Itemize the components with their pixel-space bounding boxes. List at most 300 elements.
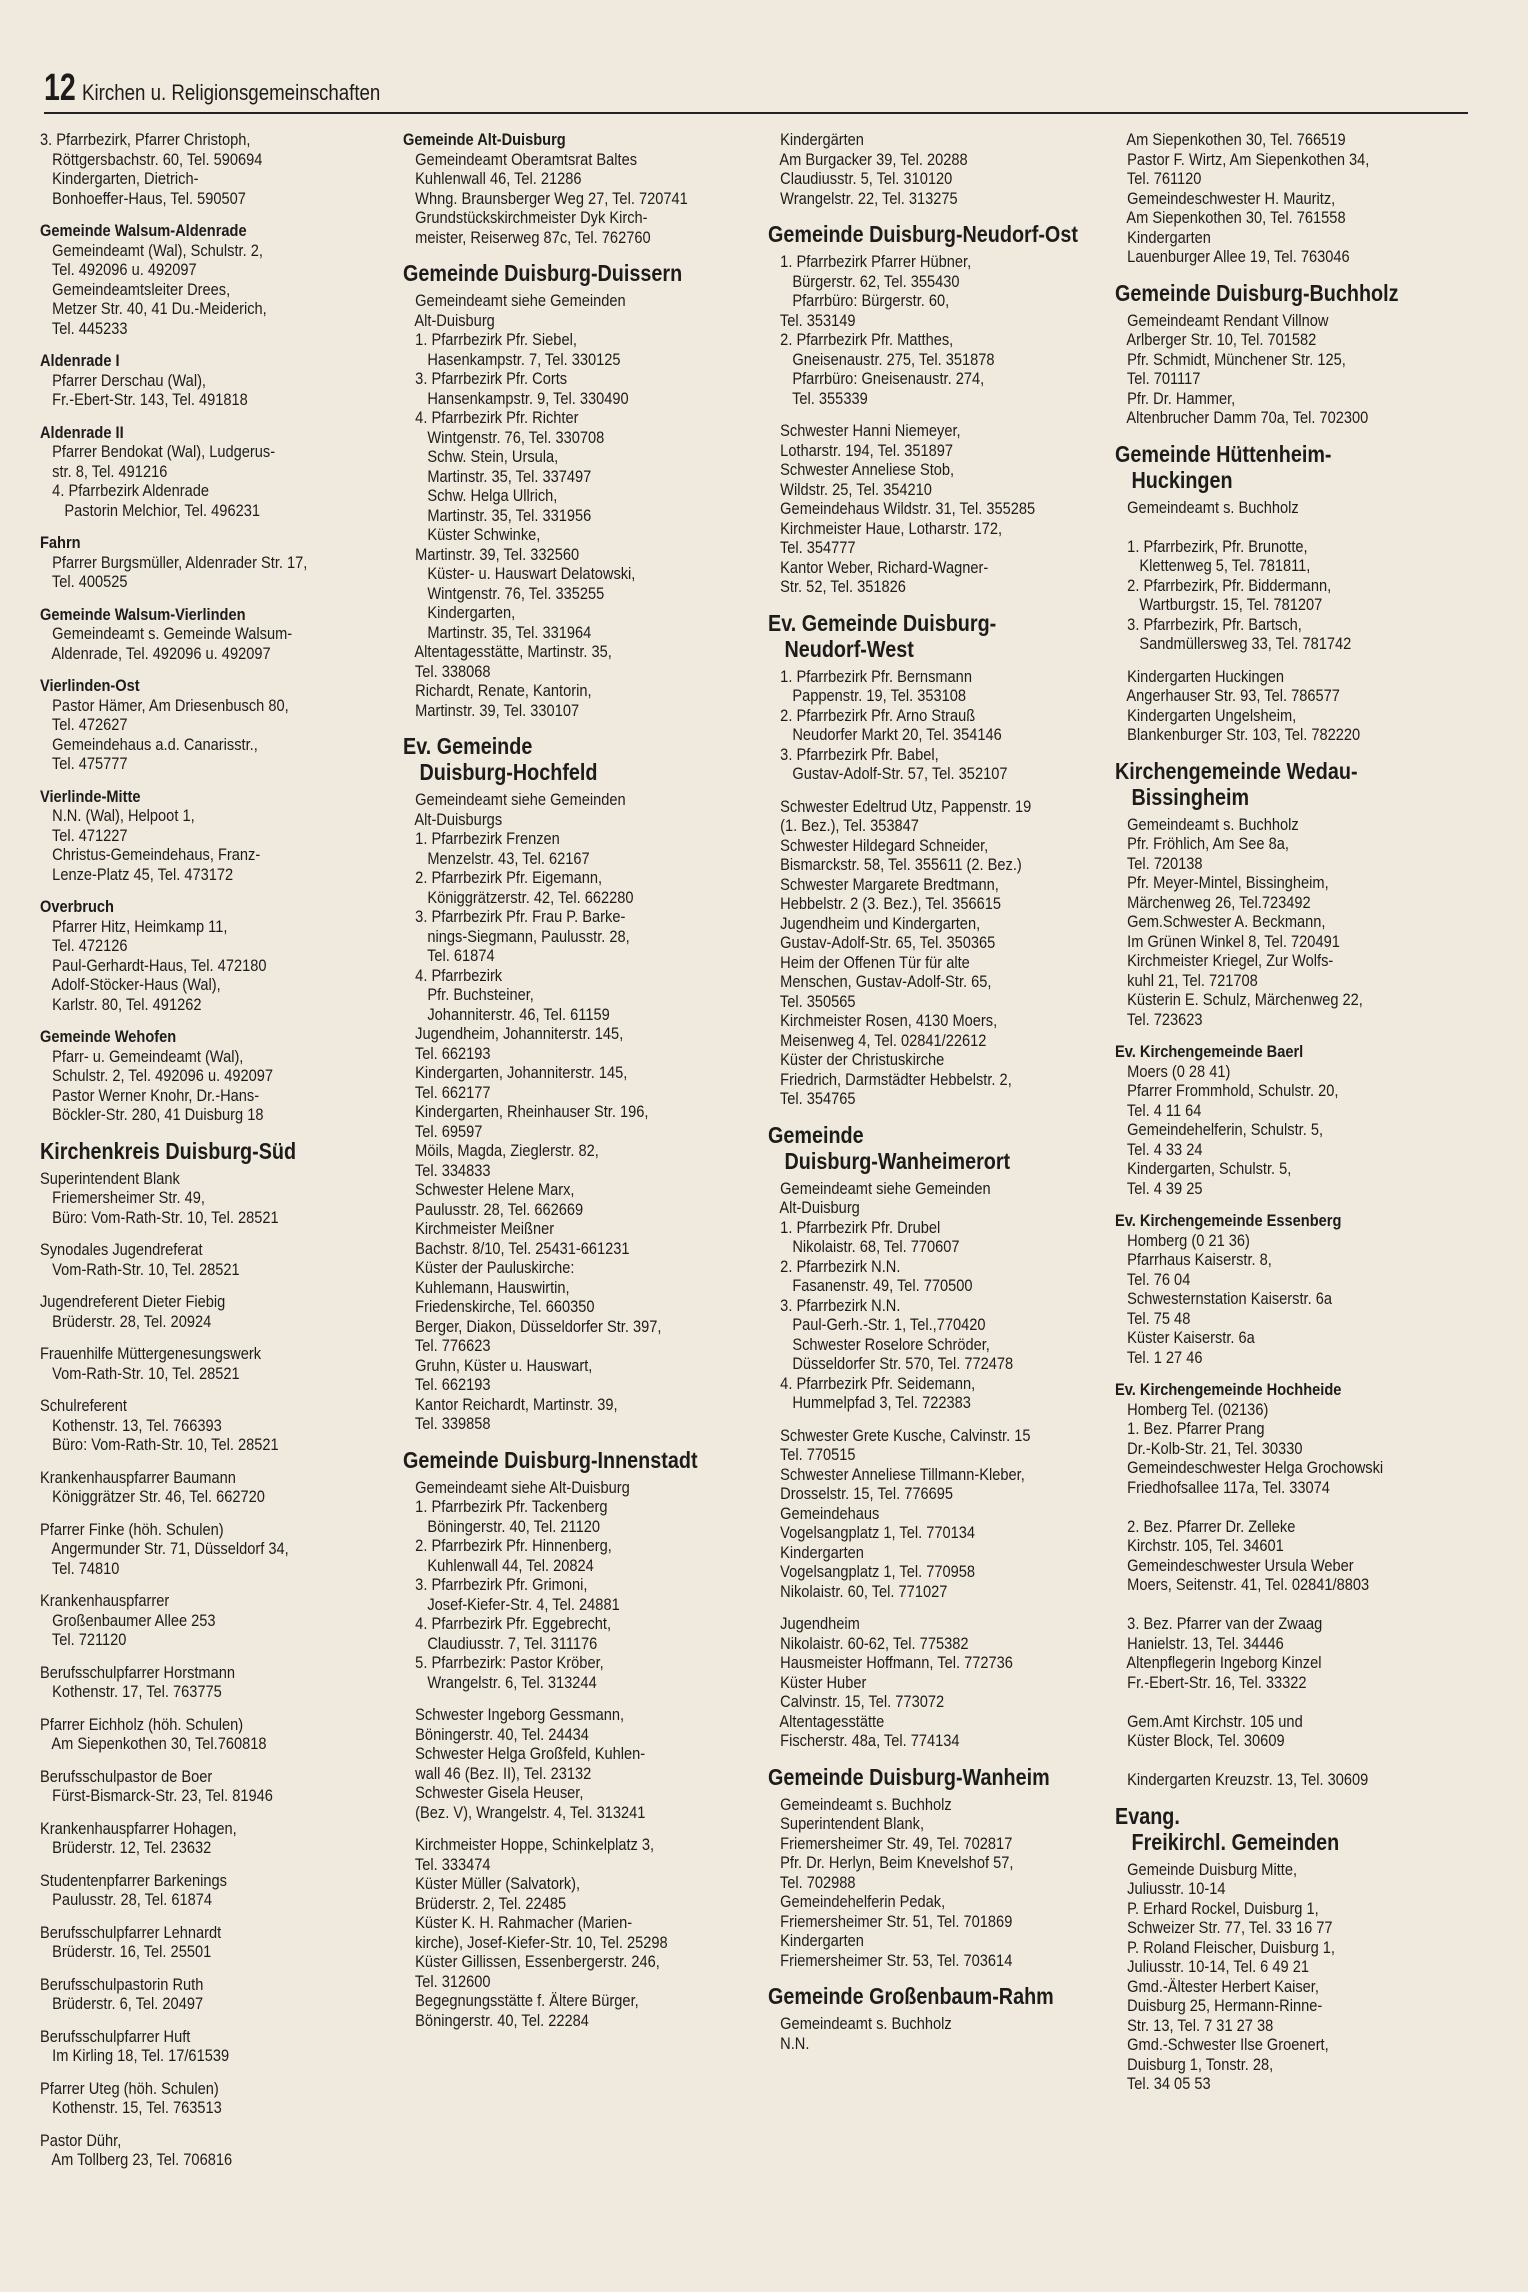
- entry-heading: Aldenrade II: [40, 422, 124, 442]
- entry-line: Paul-Gerh.-Str. 1, Tel.,770420: [768, 1315, 986, 1334]
- entry-line: Begegnungsstätte f. Ältere Bürger,: [403, 1991, 639, 2010]
- entry-line: Fr.-Ebert-Str. 143, Tel. 491818: [40, 390, 248, 409]
- entry-line: Kindergarten, Johanniterstr. 145,: [403, 1063, 628, 1082]
- entry-line: Küster Schwinke,: [403, 525, 541, 544]
- directory-entry: [768, 221, 1112, 408]
- directory-entry: [40, 1138, 379, 1228]
- entry-line: Klettenweg 5, Tel. 781811,: [1115, 556, 1311, 575]
- entry-line: Vom-Rath-Str. 10, Tel. 28521: [40, 1259, 240, 1279]
- entry-line: Tel. 770515: [768, 1445, 856, 1464]
- entry-line: 1. Pfarrbezirk Frenzen: [403, 829, 560, 848]
- entry-line: Schwester Anneliese Tillmann-Kleber,: [768, 1464, 1025, 1484]
- entry-line: Pastor Hämer, Am Driesenbusch 80,: [40, 695, 289, 715]
- directory-entry: [40, 897, 379, 1014]
- entry-line: Königgrätzerstr. 42, Tel. 662280: [403, 887, 634, 907]
- entry-line: 3. Pfarrbezirk, Pfr. Bartsch,: [1115, 614, 1302, 634]
- entry-line: Duisburg 1, Tonstr. 28,: [1115, 2054, 1274, 2074]
- entry-line: Schwester Margarete Bredtmann,: [768, 874, 999, 894]
- directory-entry: [40, 1591, 379, 1650]
- entry-line: Hebbelstr. 2 (3. Bez.), Tel. 356615: [768, 894, 1001, 913]
- entry-line: Nikolaistr. 68, Tel. 770607: [768, 1237, 960, 1256]
- entry-line: nings-Siegmann, Paulusstr. 28,: [403, 926, 630, 946]
- directory-entry: [403, 260, 747, 720]
- entry-line: Berufsschulpastorin Ruth: [40, 1974, 204, 1994]
- entry-line: Superintendent Blank: [40, 1168, 180, 1188]
- entry-heading: Ev. Kirchengemeinde Essenberg: [1115, 1211, 1342, 1230]
- entry-line: Tel. 720138: [1115, 853, 1203, 873]
- directory-entry: [768, 1983, 1112, 2053]
- entry-line: Claudiusstr. 7, Tel. 311176: [403, 1633, 598, 1653]
- entry-line: Adolf-Stöcker-Haus (Wal),: [40, 975, 221, 994]
- entry-line: Brüderstr. 2, Tel. 22485: [403, 1893, 567, 1913]
- entry-line: Nikolaistr. 60, Tel. 771027: [768, 1581, 948, 1601]
- entry-line: Tel. 61874: [403, 946, 495, 965]
- entry-line: 1. Pfarrbezirk Pfr. Drubel: [768, 1217, 941, 1237]
- entry-line: 5. Pfarrbezirk: Pastor Kröber,: [403, 1653, 604, 1672]
- entry-line: Gneisenaustr. 275, Tel. 351878: [768, 349, 995, 369]
- entry-line: Berufsschulpfarrer Lehnardt: [40, 1922, 222, 1942]
- entry-line: Gemeindehaus: [768, 1503, 880, 1523]
- entry-line: 1. Pfarrbezirk Pfr. Tackenberg: [403, 1497, 608, 1516]
- entry-line: Gem.Schwester A. Beckmann,: [1115, 912, 1326, 931]
- entry-line: Gemeindeamt (Wal), Schulstr. 2,: [40, 240, 263, 260]
- entry-line: Altentagesstätte, Martinstr. 35,: [403, 642, 612, 661]
- entry-line: Tel. 333474: [403, 1854, 491, 1874]
- entry-line: Kindergarten, Schulstr. 5,: [1115, 1159, 1292, 1178]
- directory-entry: [40, 1663, 379, 1702]
- entry-line: [1115, 1497, 1469, 1517]
- entry-line: Blankenburger Str. 103, Tel. 782220: [1115, 725, 1361, 744]
- entry-line: 2. Pfarrbezirk N.N.: [768, 1256, 901, 1276]
- entry-line: 4. Pfarrbezirk Pfr. Richter: [403, 408, 579, 427]
- entry-line: [1115, 1595, 1469, 1615]
- entry-line: Pastor Werner Knohr, Dr.-Hans-: [40, 1085, 260, 1105]
- entry-line: Juliusstr. 10-14: [1115, 1879, 1226, 1898]
- entry-line: Tel. 69597: [403, 1121, 483, 1141]
- entry-line: Christus-Gemeindehaus, Franz-: [40, 845, 261, 864]
- page-header: [44, 68, 1468, 114]
- entry-line: Gemeindeamt s. Buchholz: [1115, 814, 1299, 834]
- entry-line: Schulstr. 2, Tel. 492096 u. 492097: [40, 1066, 274, 1085]
- entry-line: Schwesternstation Kaiserstr. 6a: [1115, 1289, 1332, 1308]
- entry-line: Angermunder Str. 71, Düsseldorf 34,: [40, 1539, 289, 1558]
- section-heading: Gemeinde Hüttenheim- Huckingen: [1115, 440, 1332, 493]
- entry-line: Lotharstr. 194, Tel. 351897: [768, 440, 954, 460]
- entry-heading: Vierlinden-Ost: [40, 676, 140, 695]
- entry-line: Jugendreferent Dieter Fiebig: [40, 1292, 226, 1311]
- entry-line: Dr.-Kolb-Str. 21, Tel. 30330: [1115, 1438, 1303, 1458]
- directory-entry: [40, 423, 379, 521]
- entry-line: Böningerstr. 40, Tel. 21120: [403, 1516, 600, 1536]
- entry-line: Pfr. Dr. Herlyn, Beim Knevelshof 57,: [768, 1853, 1014, 1872]
- entry-line: Schwester Ingeborg Gessmann,: [403, 1705, 625, 1724]
- entry-line: Tel. 475777: [40, 754, 128, 773]
- directory-entry: [40, 1240, 379, 1279]
- entry-line: kuhl 21, Tel. 721708: [1115, 970, 1258, 990]
- entry-line: Wintgenstr. 76, Tel. 335255: [403, 583, 605, 603]
- entry-line: Großenbaumer Allee 253: [40, 1610, 216, 1630]
- entry-line: Fischerstr. 48a, Tel. 774134: [768, 1731, 960, 1750]
- directory-entry: [40, 676, 379, 774]
- entry-line: Schwester Hildegard Schneider,: [768, 835, 989, 855]
- entry-line: Martinstr. 35, Tel. 331964: [403, 622, 592, 642]
- entry-line: Friemersheimer Str. 49,: [40, 1188, 205, 1207]
- entry-line: Kirchmeister Hoppe, Schinkelplatz 3,: [403, 1835, 655, 1854]
- entry-line: Johanniterstr. 46, Tel. 61159: [403, 1004, 610, 1024]
- entry-line: Hansenkampstr. 9, Tel. 330490: [403, 388, 629, 408]
- directory-entry: [40, 1344, 379, 1383]
- entry-line: Friedrich, Darmstädter Hebbelstr. 2,: [768, 1069, 1012, 1089]
- entry-line: Pastorin Melchior, Tel. 496231: [40, 500, 260, 520]
- entry-line: Pfarrer Eichholz (höh. Schulen): [40, 1714, 244, 1734]
- entry-line: Friedenskirche, Tel. 660350: [403, 1297, 595, 1316]
- directory-entry: [768, 1122, 1112, 1413]
- entry-line: 2. Pfarrbezirk Pfr. Arno Strauß: [768, 705, 976, 725]
- entry-line: Tel. 721120: [40, 1630, 127, 1649]
- entry-line: Kuhlenwall 46, Tel. 21286: [403, 169, 582, 188]
- directory-entry: [768, 1764, 1112, 1971]
- entry-line: Berufsschulpfarrer Horstmann: [40, 1662, 236, 1682]
- entry-line: Tel. 761120: [1115, 169, 1202, 188]
- entry-line: Berger, Diakon, Düsseldorfer Str. 397,: [403, 1316, 662, 1336]
- entry-line: Tel. 76 04: [1115, 1269, 1191, 1289]
- entry-line: [1115, 517, 1469, 537]
- entry-line: Gem.Amt Kirchstr. 105 und: [1115, 1711, 1303, 1731]
- entry-line: Alt-Duisburgs: [403, 809, 503, 829]
- entry-line: Aldenrade, Tel. 492096 u. 492097: [40, 643, 271, 663]
- entry-line: Tel. 702988: [768, 1872, 856, 1892]
- entry-line: Sandmüllersweg 33, Tel. 781742: [1115, 634, 1352, 653]
- entry-line: Tel. 492096 u. 492097: [40, 260, 197, 279]
- entry-line: Tel. 723623: [1115, 1009, 1203, 1029]
- entry-line: Kothenstr. 13, Tel. 766393: [40, 1415, 222, 1435]
- entry-line: Richardt, Renate, Kantorin,: [403, 681, 592, 700]
- entry-line: Am Siepenkothen 30, Tel. 766519: [1115, 130, 1346, 149]
- entry-line: 3. Pfarrbezirk Pfr. Corts: [403, 369, 568, 388]
- entry-line: Schwester Helene Marx,: [403, 1180, 575, 1199]
- entry-line: 4. Pfarrbezirk Pfr. Seidemann,: [768, 1373, 976, 1393]
- entry-line: 1. Pfarrbezirk Pfarrer Hübner,: [768, 252, 972, 271]
- section-heading: Gemeinde Duisburg-Neudorf-Ost: [768, 221, 1078, 247]
- directory-entry: [40, 1396, 379, 1455]
- entry-line: 3. Pfarrbezirk N.N.: [768, 1295, 901, 1315]
- entry-line: Tel. 701117: [1115, 369, 1201, 388]
- entry-line: 3. Pfarrbezirk Pfr. Babel,: [768, 744, 939, 764]
- entry-line: Hummelpfad 3, Tel. 722383: [768, 1393, 971, 1412]
- directory-entry: [40, 1819, 379, 1858]
- entry-heading: Gemeinde Walsum-Vierlinden: [40, 604, 246, 624]
- entry-line: Kirchmeister Kriegel, Zur Wolfs-: [1115, 951, 1334, 970]
- entry-line: Heim der Offenen Tür für alte: [768, 952, 970, 972]
- entry-line: Kindergarten,: [403, 603, 516, 622]
- entry-line: Fr.-Ebert-Str. 16, Tel. 33322: [1115, 1672, 1307, 1692]
- entry-line: Studentenpfarrer Barkenings: [40, 1870, 227, 1890]
- entry-line: Pfr. Fröhlich, Am See 8a,: [1115, 834, 1289, 853]
- section-heading: Gemeinde Großenbaum-Rahm: [768, 1983, 1054, 2009]
- entry-line: Fürst-Bismarck-Str. 23, Tel. 81946: [40, 1786, 273, 1805]
- entry-line: Calvinstr. 15, Tel. 773072: [768, 1692, 945, 1711]
- entry-line: 1. Bez. Pfarrer Prang: [1115, 1419, 1265, 1438]
- directory-entry: [40, 1468, 379, 1507]
- entry-line: Wartburgstr. 15, Tel. 781207: [1115, 595, 1323, 614]
- entry-line: Superintendent Blank,: [768, 1814, 925, 1833]
- entry-line: Pfarrer Derschau (Wal),: [40, 370, 207, 390]
- entry-line: Jugendheim und Kindergarten,: [768, 913, 981, 933]
- entry-line: Tel. 662177: [403, 1082, 491, 1102]
- directory-entry: [1115, 758, 1469, 1030]
- entry-line: Tel. 4 11 64: [1115, 1100, 1202, 1120]
- entry-line: Schwester Grete Kusche, Calvinstr. 15: [768, 1425, 1031, 1445]
- entry-line: Küsterin E. Schulz, Märchenweg 22,: [1115, 990, 1363, 1009]
- entry-line: Pfarrer Burgsmüller, Aldenrader Str. 17,: [40, 552, 308, 572]
- entry-line: Tel. 339858: [403, 1414, 491, 1433]
- entry-line: Bismarckstr. 58, Tel. 355611 (2. Bez.): [768, 855, 1022, 874]
- entry-line: Tel. 334833: [403, 1160, 491, 1180]
- entry-line: Tel. 312600: [403, 1971, 491, 1991]
- entry-line: Gemeindehelferin Pedak,: [768, 1892, 946, 1911]
- section-heading: Evang. Freikirchl. Gemeinden: [1115, 1802, 1340, 1855]
- entry-line: Gustav-Adolf-Str. 57, Tel. 352107: [768, 764, 1008, 783]
- directory-entry: [768, 1614, 1112, 1751]
- entry-line: (1. Bez.), Tel. 353847: [768, 816, 919, 835]
- entry-line: [1115, 1751, 1469, 1771]
- entry-line: [1115, 1692, 1469, 1712]
- entry-line: Kindergarten, Rheinhauser Str. 196,: [403, 1102, 649, 1121]
- entry-line: Pfarr- u. Gemeindeamt (Wal),: [40, 1046, 244, 1066]
- entry-line: Tel. 4 33 24: [1115, 1139, 1203, 1159]
- entry-line: Hausmeister Hoffmann, Tel. 772736: [768, 1653, 1013, 1672]
- entry-line: Tel. 1 27 46: [1115, 1347, 1203, 1367]
- entry-line: Tel. 75 48: [1115, 1308, 1191, 1328]
- entry-line: Am Siepenkothen 30, Tel. 761558: [1115, 208, 1346, 227]
- entry-line: Kothenstr. 15, Tel. 763513: [40, 2098, 222, 2117]
- entry-line: Tel. 662193: [403, 1375, 491, 1394]
- entry-line: Gemeinde Duisburg Mitte,: [1115, 1859, 1298, 1879]
- entry-line: Martinstr. 35, Tel. 331956: [403, 505, 592, 525]
- entry-line: Fasanenstr. 49, Tel. 770500: [768, 1276, 973, 1295]
- entry-line: Königgrätzer Str. 46, Tel. 662720: [40, 1487, 265, 1506]
- entry-line: Kindergarten, Dietrich-: [40, 169, 199, 188]
- entry-heading: Overbruch: [40, 897, 114, 916]
- entry-line: Schwester Gisela Heuser,: [403, 1783, 584, 1802]
- entry-line: Kantor Weber, Richard-Wagner-: [768, 557, 989, 577]
- entry-line: Str. 52, Tel. 351826: [768, 577, 906, 596]
- entry-line: Pfarrer Finke (höh. Schulen): [40, 1519, 224, 1539]
- entry-line: 2. Pfarrbezirk Pfr. Eigemann,: [403, 868, 603, 887]
- entry-line: Friedhofsallee 117a, Tel. 33074: [1115, 1477, 1330, 1497]
- entry-line: Neudorfer Markt 20, Tel. 354146: [768, 725, 1002, 744]
- entry-line: Jugendheim, Johanniterstr. 145,: [403, 1024, 624, 1043]
- entry-line: Kindergarten: [1115, 227, 1211, 247]
- entry-line: Paulusstr. 28, Tel. 61874: [40, 1890, 213, 1909]
- entry-heading: Gemeinde Walsum-Aldenrade: [40, 221, 247, 240]
- entry-line: Gmd.-Ältester Herbert Kaiser,: [1115, 1976, 1319, 1996]
- entry-line: Kirchmeister Meißner: [403, 1219, 555, 1238]
- entry-line: Alt-Duisburg: [768, 1198, 860, 1217]
- directory-entry: [40, 1027, 379, 1125]
- entry-line: Vogelsangplatz 1, Tel. 770134: [768, 1523, 976, 1542]
- entry-line: Homberg Tel. (02136): [1115, 1399, 1269, 1419]
- entry-line: Tel. 350565: [768, 991, 856, 1011]
- entry-line: Büro: Vom-Rath-Str. 10, Tel. 28521: [40, 1207, 279, 1227]
- entry-line: Tel. 338068: [403, 661, 491, 681]
- entry-line: Pastor Dühr,: [40, 2130, 122, 2150]
- directory-entry: [1115, 130, 1469, 267]
- entry-line: Schwester Helga Großfeld, Kuhlen-: [403, 1744, 646, 1763]
- entry-line: Im Kirling 18, Tel. 17/61539: [40, 2046, 230, 2065]
- entry-line: Böckler-Str. 280, 41 Duisburg 18: [40, 1105, 264, 1124]
- entry-line: Böningerstr. 40, Tel. 24434: [403, 1724, 589, 1744]
- entry-line: P. Erhard Rockel, Duisburg 1,: [1115, 1898, 1319, 1918]
- entry-line: Küster Huber: [768, 1672, 867, 1692]
- directory-entry: [40, 2131, 379, 2170]
- entry-line: N.N. (Wal), Helpoot 1,: [40, 806, 195, 825]
- entry-line: Tel. 472627: [40, 715, 128, 734]
- entry-line: Gemeindeamt s. Buchholz: [768, 1794, 952, 1814]
- entry-line: Tel. 400525: [40, 572, 128, 591]
- entry-line: Küster der Christuskirche: [768, 1050, 945, 1069]
- entry-line: Kindergärten: [768, 130, 864, 149]
- entry-line: Küster der Pauluskirche:: [403, 1258, 575, 1277]
- entry-line: Pfarrbüro: Bürgerstr. 60,: [768, 291, 950, 310]
- entry-line: 2. Bez. Pfarrer Dr. Zelleke: [1115, 1516, 1296, 1536]
- entry-line: Küster K. H. Rahmacher (Marien-: [403, 1913, 633, 1932]
- entry-line: Kirchmeister Haue, Lotharstr. 172,: [768, 518, 1003, 538]
- entry-heading: Ev. Kirchengemeinde Baerl: [1115, 1042, 1304, 1061]
- section-heading: Gemeinde Duisburg-Buchholz: [1115, 279, 1399, 306]
- directory-entry: [40, 1923, 379, 1962]
- entry-line: Pfr. Buchsteiner,: [403, 985, 534, 1004]
- entry-line: Brüderstr. 6, Tel. 20497: [40, 1994, 204, 2013]
- entry-line: Tel. 662193: [403, 1043, 491, 1063]
- entry-line: Vogelsangplatz 1, Tel. 770958: [768, 1562, 976, 1581]
- entry-line: Tel. 471227: [40, 825, 128, 845]
- entry-line: Pfarrer Frommhold, Schulstr. 20,: [1115, 1081, 1339, 1100]
- entry-line: Schulreferent: [40, 1396, 127, 1415]
- entry-line: Am Burgacker 39, Tel. 20288: [768, 149, 968, 169]
- entry-line: Gemeindeamtsleiter Drees,: [40, 279, 231, 299]
- entry-line: 2. Pfarrbezirk, Pfr. Biddermann,: [1115, 575, 1332, 595]
- entry-line: Paul-Gerhardt-Haus, Tel. 472180: [40, 955, 267, 975]
- entry-line: Kindergarten: [768, 1931, 864, 1950]
- entry-line: Martinstr. 39, Tel. 330107: [403, 700, 580, 720]
- entry-line: Gemeindeschwester Helga Grochowski: [1115, 1458, 1384, 1477]
- entry-line: 1. Pfarrbezirk Pfr. Bernsmann: [768, 666, 972, 686]
- directory-entry: [1115, 1042, 1469, 1198]
- section-heading: Ev. Gemeinde Duisburg-Hochfeld: [403, 733, 598, 785]
- entry-line: Gemeindehelferin, Schulstr. 5,: [1115, 1120, 1324, 1139]
- entry-line: Gemeindeamt siehe Alt-Duisburg: [403, 1477, 630, 1497]
- entry-line: Gruhn, Küster u. Hauswart,: [403, 1355, 593, 1375]
- directory-entry: [403, 1835, 747, 2030]
- entry-line: Bürgerstr. 62, Tel. 355430: [768, 271, 960, 291]
- entry-line: Pfarrer Bendokat (Wal), Ludgerus-: [40, 442, 276, 461]
- directory-entry: [768, 610, 1112, 784]
- entry-line: Whng. Braunsberger Weg 27, Tel. 720741: [403, 188, 688, 208]
- entry-line: Gemeindehaus a.d. Canarisstr.,: [40, 734, 258, 754]
- column-4: [1115, 130, 1470, 2270]
- column-3: [768, 130, 1113, 2270]
- entry-line: Hanielstr. 13, Tel. 34446: [1115, 1633, 1284, 1653]
- entry-line: Schwester Anneliese Stob,: [768, 460, 955, 479]
- entry-line: Tel. 355339: [768, 388, 868, 408]
- entry-line: 3. Pfarrbezirk Pfr. Frau P. Barke-: [403, 907, 626, 926]
- entry-line: Moers (0 28 41): [1115, 1061, 1231, 1081]
- entry-line: Schw. Helga Ullrich,: [403, 486, 558, 505]
- entry-line: Kantor Reichardt, Martinstr. 39,: [403, 1394, 618, 1414]
- entry-line: Tel. 776623: [403, 1336, 491, 1355]
- entry-line: Friemersheimer Str. 51, Tel. 701869: [768, 1911, 1013, 1931]
- directory-entry: [40, 130, 379, 208]
- entry-line: Tel. 354765: [768, 1089, 856, 1108]
- entry-line: Arlberger Str. 10, Tel. 701582: [1115, 330, 1317, 349]
- entry-line: Gemeindeamt s. Gemeinde Walsum-: [40, 624, 293, 643]
- directory-entry: [768, 421, 1112, 597]
- entry-line: str. 8, Tel. 491216: [40, 461, 168, 481]
- entry-line: Pappenstr. 19, Tel. 353108: [768, 686, 967, 705]
- entry-line: Friemersheimer Str. 53, Tel. 703614: [768, 1950, 1013, 1970]
- entry-line: Martinstr. 39, Tel. 332560: [403, 544, 580, 564]
- entry-line: Meisenweg 4, Tel. 02841/22612: [768, 1030, 987, 1050]
- entry-line: Tel. 34 05 53: [1115, 2074, 1211, 2093]
- entry-line: Pastor F. Wirtz, Am Siepenkothen 34,: [1115, 149, 1370, 169]
- entry-line: Friemersheimer Str. 49, Tel. 702817: [768, 1833, 1013, 1853]
- entry-line: Berufsschulpfarrer Huft: [40, 2026, 191, 2046]
- entry-line: kirche), Josef-Kiefer-Str. 10, Tel. 25298: [403, 1932, 668, 1952]
- entry-line: Angerhauser Str. 93, Tel. 786577: [1115, 686, 1340, 705]
- directory-entry: [768, 1426, 1112, 1602]
- entry-line: Gemeindeamt Oberamtsrat Baltes: [403, 149, 638, 169]
- entry-line: Büro: Vom-Rath-Str. 10, Tel. 28521: [40, 1435, 279, 1454]
- entry-line: Gmd.-Schwester Ilse Groenert,: [1115, 2035, 1329, 2054]
- entry-line: Krankenhauspfarrer: [40, 1591, 170, 1610]
- entry-line: 3. Pfarrbezirk Pfr. Grimoni,: [403, 1575, 588, 1594]
- directory-entry: [40, 1292, 379, 1331]
- directory-entry: [40, 2027, 379, 2066]
- entry-line: Jugendheim: [768, 1614, 860, 1633]
- entry-line: Am Siepenkothen 30, Tel.760818: [40, 1734, 267, 1753]
- entry-line: Josef-Kiefer-Str. 4, Tel. 24881: [403, 1594, 620, 1614]
- entry-line: (Bez. V), Wrangelstr. 4, Tel. 313241: [403, 1802, 646, 1822]
- section-heading: Gemeinde Duisburg-Duissern: [403, 260, 683, 286]
- entry-line: Kuhlemann, Hauswirtin,: [403, 1277, 570, 1297]
- entry-line: Gemeindeschwester Ursula Weber: [1115, 1555, 1354, 1575]
- running-title: Kirchen u. Religionsgemeinschaften: [82, 80, 381, 105]
- entry-line: Altenbrucher Damm 70a, Tel. 702300: [1115, 408, 1369, 427]
- entry-line: Gemeindeschwester H. Mauritz,: [1115, 188, 1336, 208]
- directory-entry: [768, 130, 1112, 208]
- directory-entry: [403, 1447, 747, 1693]
- directory-entry: [1115, 441, 1469, 654]
- entry-line: 2. Pfarrbezirk Pfr. Matthes,: [768, 330, 954, 349]
- entry-line: Drosselstr. 15, Tel. 776695: [768, 1484, 954, 1503]
- entry-line: Brüderstr. 16, Tel. 25501: [40, 1942, 212, 1961]
- entry-line: Gemeindeamt Rendant Villnow: [1115, 310, 1329, 330]
- entry-line: wall 46 (Bez. II), Tel. 23132: [403, 1763, 592, 1783]
- entry-line: Berufsschulpastor de Boer: [40, 1766, 213, 1786]
- entry-line: Gemeindeamt siehe Gemeinden: [403, 790, 626, 809]
- entry-line: Düsseldorfer Str. 570, Tel. 772478: [768, 1354, 1014, 1373]
- entry-line: 4. Pfarrbezirk: [403, 965, 503, 985]
- entry-line: Tel. 74810: [40, 1558, 120, 1578]
- section-heading: Kirchenkreis Duisburg-Süd: [40, 1137, 297, 1164]
- entry-line: Brüderstr. 28, Tel. 20924: [40, 1311, 212, 1331]
- entry-line: Wrangelstr. 22, Tel. 313275: [768, 188, 958, 208]
- entry-line: Pfr. Meyer-Mintel, Bissingheim,: [1115, 873, 1329, 892]
- entry-line: Altenpflegerin Ingeborg Kinzel: [1115, 1653, 1322, 1672]
- entry-line: Tel. 472126: [40, 936, 128, 955]
- entry-line: Möils, Magda, Zieglerstr. 82,: [403, 1141, 599, 1160]
